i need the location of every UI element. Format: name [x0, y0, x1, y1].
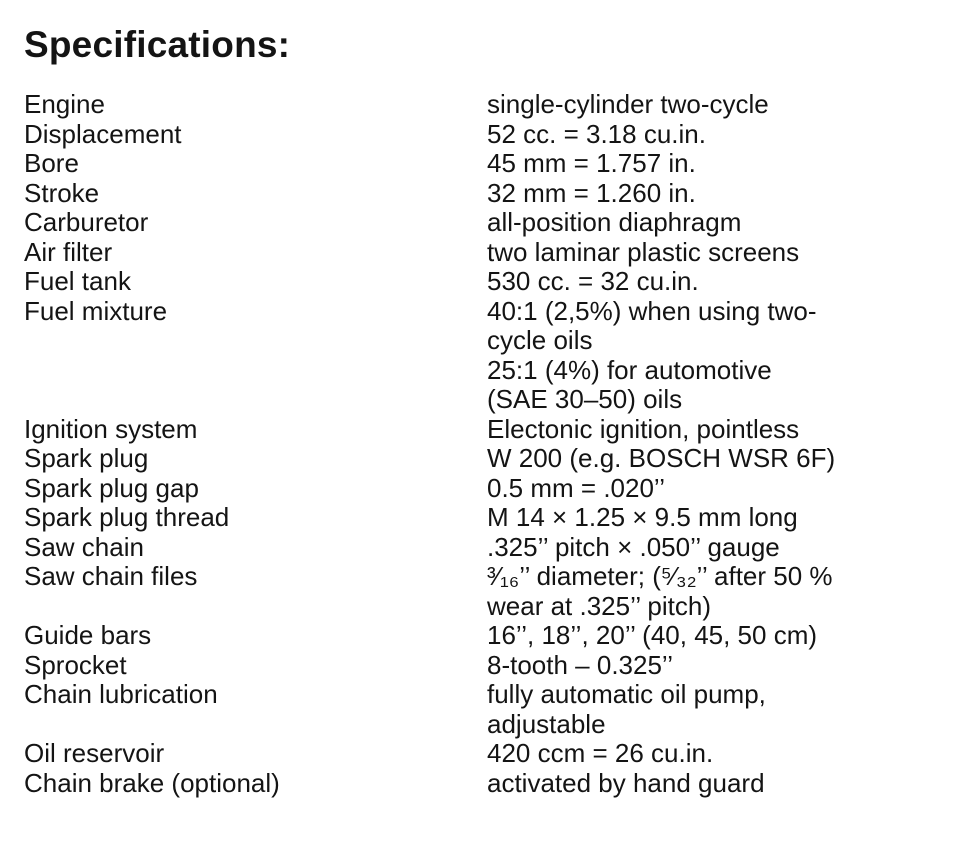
spec-label: Spark plug	[24, 443, 149, 473]
spec-label: Engine	[24, 89, 105, 119]
spec-row	[0, 90, 957, 120]
spec-value	[487, 120, 957, 150]
spec-value-line: 45 mm = 1.757 in.	[487, 148, 696, 178]
spec-value	[487, 297, 957, 415]
spec-label: Oil reservoir	[24, 738, 165, 768]
spec-label: Carburetor	[24, 207, 149, 237]
spec-label: Stroke	[24, 177, 100, 208]
spec-value-line: wear at .325’’ pitch)	[487, 590, 712, 621]
spec-row	[0, 238, 957, 268]
spec-value	[487, 474, 957, 504]
spec-row	[0, 444, 957, 474]
spec-value	[487, 149, 957, 179]
spec-value	[487, 238, 957, 268]
spec-row	[0, 739, 957, 769]
spec-value-line: 16’’, 18’’, 20’’ (40, 45, 50 cm)	[487, 620, 818, 650]
spec-value-line: (SAE 30–50) oils	[487, 384, 683, 414]
spec-row	[0, 562, 957, 621]
spec-value-line: two laminar plastic screens	[487, 236, 800, 267]
spec-value	[487, 179, 957, 209]
spec-value-line: W 200 (e.g. BOSCH WSR 6F)	[487, 443, 836, 473]
spec-label: Chain brake (optional)	[24, 767, 280, 798]
spec-label: Fuel mixture	[24, 295, 168, 326]
page-title: Specifications:	[24, 24, 291, 65]
spec-value	[487, 680, 957, 739]
spec-label: Saw chain files	[24, 561, 198, 591]
spec-value	[487, 415, 957, 445]
spec-row	[0, 769, 957, 799]
spec-value-line: 32 mm = 1.260 in.	[487, 177, 696, 208]
spec-value	[487, 444, 957, 474]
spec-label: Bore	[24, 148, 79, 178]
spec-value-line: Electonic ignition, pointless	[487, 413, 800, 444]
spec-value-line: single-cylinder two-cycle	[487, 89, 769, 119]
spec-value-line: 8-tooth – 0.325’’	[487, 649, 673, 680]
spec-value	[487, 267, 957, 297]
spec-value-line: adjustable	[487, 708, 606, 739]
spec-row	[0, 533, 957, 563]
spec-row	[0, 267, 957, 297]
spec-label: Saw chain	[24, 531, 144, 562]
spec-value	[487, 769, 957, 799]
spec-label: Air filter	[24, 236, 113, 267]
spec-value	[487, 533, 957, 563]
spec-row	[0, 621, 957, 651]
spec-label: Sprocket	[24, 649, 127, 680]
spec-value-line: 25:1 (4%) for automotive	[487, 354, 772, 385]
spec-row	[0, 120, 957, 150]
spec-value-line: 40:1 (2,5%) when using two-	[487, 295, 817, 326]
spec-label: Chain lubrication	[24, 679, 218, 709]
spec-value	[487, 621, 957, 651]
spec-row	[0, 297, 957, 415]
spec-value	[487, 208, 957, 238]
spec-row	[0, 179, 957, 209]
spec-value	[487, 503, 957, 533]
spec-label: Ignition system	[24, 413, 198, 444]
spec-row	[0, 208, 957, 238]
spec-value-line: all-position diaphragm	[487, 207, 742, 237]
spec-value-line: M 14 × 1.25 × 9.5 mm long	[487, 502, 798, 532]
spec-value-line: 52 cc. = 3.18 cu.in.	[487, 118, 706, 149]
spec-row	[0, 474, 957, 504]
spec-row	[0, 415, 957, 445]
spec-row	[0, 651, 957, 681]
spec-value-line: 530 cc. = 32 cu.in.	[487, 266, 699, 296]
spec-row	[0, 149, 957, 179]
spec-value-line: ³⁄₁₆’’ diameter; (⁵⁄₃₂’’ after 50 %	[487, 561, 833, 591]
spec-label: Displacement	[24, 118, 182, 149]
spec-value-line: cycle oils	[487, 325, 593, 355]
spec-value-line: fully automatic oil pump,	[487, 679, 766, 709]
spec-value-line: .325’’ pitch × .050’’ gauge	[487, 531, 780, 562]
spec-value	[487, 562, 957, 621]
spec-value-line: 0.5 mm = .020’’	[487, 472, 666, 503]
spec-label: Fuel tank	[24, 266, 131, 296]
spec-value-line: activated by hand guard	[487, 767, 765, 798]
spec-label: Guide bars	[24, 620, 152, 650]
spec-value-line: 420 ccm = 26 cu.in.	[487, 738, 714, 768]
spec-value	[487, 90, 957, 120]
specifications-table	[0, 90, 957, 798]
spec-row	[0, 680, 957, 739]
spec-label: Spark plug gap	[24, 472, 199, 503]
spec-label: Spark plug thread	[24, 502, 230, 532]
spec-row	[0, 503, 957, 533]
spec-value	[487, 651, 957, 681]
spec-value	[487, 739, 957, 769]
